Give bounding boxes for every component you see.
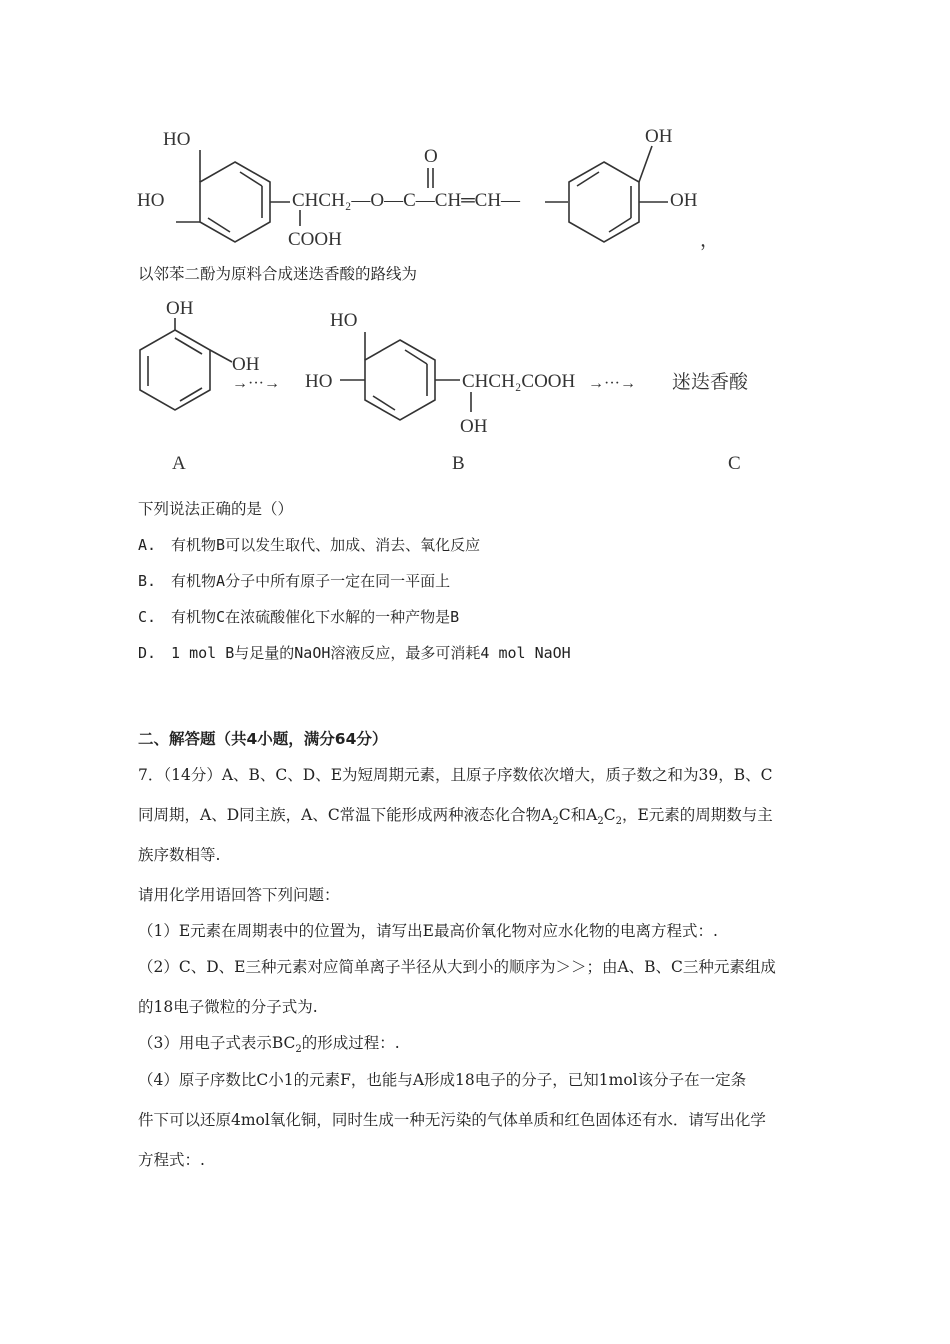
label-c: C bbox=[728, 453, 741, 474]
q7-part4-line2: 件下可以还原4mol氧化铜，同时生成一种无污染的气体单质和红色固体还有水．请写出化学 bbox=[138, 1111, 766, 1129]
compound-b-chain: CHCH₂COOH bbox=[462, 371, 576, 392]
compound-b-ring bbox=[365, 340, 435, 420]
option-d: D. 1 mol B与足量的NaOH溶液反应，最多可消耗4 mol NaOH bbox=[138, 644, 571, 662]
label-a: A bbox=[172, 453, 186, 474]
q7-line2-c: C bbox=[603, 806, 616, 824]
compound-b-ho-top: HO bbox=[330, 310, 358, 331]
q7-part4-line3: 方程式：. bbox=[138, 1151, 205, 1169]
q7-part2-line1: （2）C、D、E三种元素对应简单离子半径从大到小的顺序为＞＞；由A、B、C三种元素组成 bbox=[138, 958, 776, 976]
option-a: A. 有机物B可以发生取代、加成、消去、氧化反应 bbox=[138, 536, 481, 554]
q7-line2-sub2: 2 bbox=[597, 816, 604, 828]
q7-part3-b: 的形成过程：. bbox=[301, 1034, 400, 1052]
q7-line2-sub3: 2 bbox=[615, 816, 622, 828]
compound-b-oh-bottom: OH bbox=[460, 416, 488, 437]
q7-part2-line2: 的18电子微粒的分子式为. bbox=[138, 998, 318, 1016]
ho-left-label: HO bbox=[137, 190, 165, 211]
q7-line2-d: ，E元素的周期数与主 bbox=[621, 806, 773, 824]
arrow-b-to-c: →···→ bbox=[588, 375, 636, 392]
option-c: C. 有机物C在浓硫酸催化下水解的一种产物是B bbox=[138, 608, 460, 626]
q7-part1: （1）E元素在周期表中的位置为，请写出E最高价氧化物对应水化物的电离方程式：. bbox=[138, 922, 718, 940]
q7-part3-sub: 2 bbox=[295, 1044, 302, 1056]
intro-text: 以邻苯二酚为原料合成迷迭香酸的路线为 bbox=[138, 265, 418, 283]
q7-line3: 族序数相等. bbox=[138, 846, 221, 864]
synthesis-route-diagram bbox=[0, 290, 950, 480]
oh-right-label: OH bbox=[670, 190, 698, 211]
question6-stem: 下列说法正确的是（） bbox=[138, 500, 294, 518]
section-title: 二、解答题（共4小题，满分64分） bbox=[138, 730, 388, 748]
chain-label: CHCH₂—O—C—CH═CH— bbox=[292, 190, 521, 211]
carbonyl-o-label: O bbox=[424, 146, 438, 167]
option-b: B. 有机物A分子中所有原子一定在同一平面上 bbox=[138, 572, 451, 590]
label-b: B bbox=[452, 453, 465, 474]
compound-a-oh-top: OH bbox=[166, 298, 194, 319]
q7-line2-a: 同周期，A、D同主族，A、C常温下能形成两种液态化合物A bbox=[138, 806, 553, 824]
q7-line4: 请用化学用语回答下列问题： bbox=[138, 886, 340, 904]
left-benzene-ring bbox=[200, 162, 270, 242]
q7-part4-line1: （4）原子序数比C小1的元素F，也能与A形成18电子的分子，已知1mol该分子在一定条 bbox=[138, 1071, 747, 1089]
compound-a-oh-right: OH bbox=[232, 354, 260, 375]
arrow-a-to-b: →···→ bbox=[232, 375, 280, 392]
trailing-comma: ， bbox=[700, 230, 720, 251]
compound-a-ring bbox=[140, 330, 210, 410]
ho-top-label: HO bbox=[163, 129, 191, 150]
q7-line1: 7．（14分）A、B、C、D、E为短周期元素，且原子序数依次增大，质子数之和为39，B、C bbox=[138, 766, 773, 784]
q7-part3-a: （3）用电子式表示BC bbox=[138, 1034, 296, 1052]
q7-part3 bbox=[138, 1031, 400, 1055]
q7-line2 bbox=[138, 803, 773, 827]
compound-c-name: 迷迭香酸 bbox=[672, 372, 749, 393]
right-benzene-ring bbox=[569, 162, 639, 242]
oh-top-right-label: OH bbox=[645, 126, 673, 147]
rosmarinic-acid-structure bbox=[0, 110, 950, 260]
compound-b-ho-left: HO bbox=[305, 371, 333, 392]
q7-line2-b: C和A bbox=[558, 806, 598, 824]
q7-line2-sub1: 2 bbox=[552, 816, 559, 828]
cooh-label: COOH bbox=[288, 229, 342, 250]
